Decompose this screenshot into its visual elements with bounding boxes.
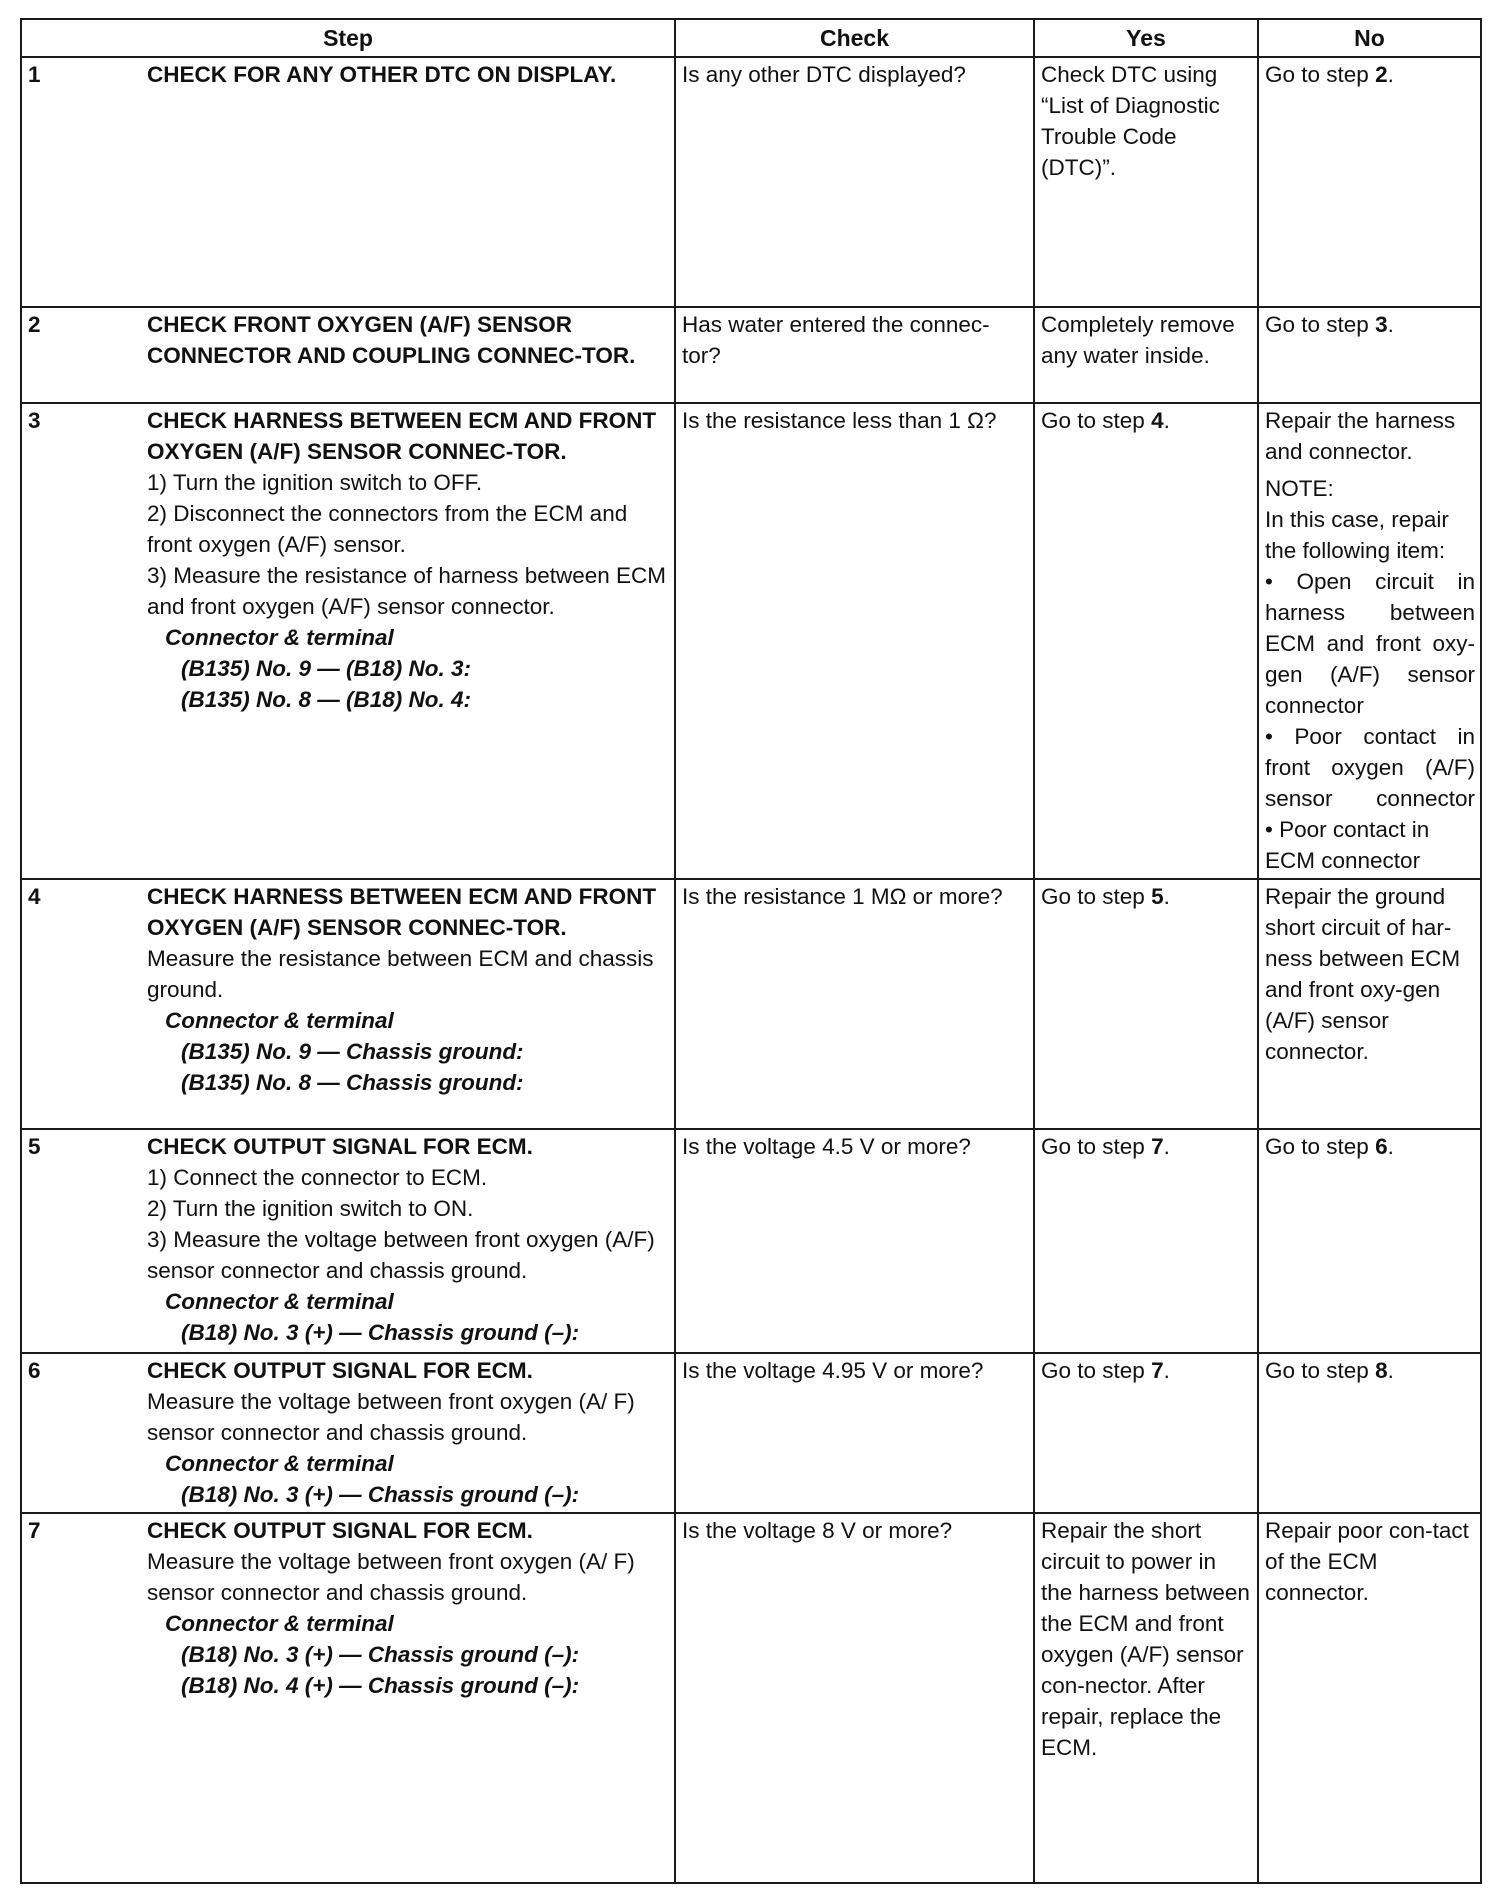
step-title: CHECK FOR ANY OTHER DTC ON DISPLAY. <box>147 62 617 87</box>
header-no: No <box>1258 19 1481 57</box>
instruction: 1) Turn the ignition switch to OFF. <box>147 470 483 495</box>
step-cell <box>141 307 675 403</box>
table-header-row <box>21 19 1481 57</box>
table-row <box>21 1353 1481 1513</box>
yes-cell <box>1034 1353 1258 1513</box>
no-cell <box>1258 57 1481 307</box>
connector-terminal-label: Connector & terminal <box>165 1289 394 1314</box>
no-suffix: . <box>1387 62 1394 87</box>
table-row <box>21 403 1481 879</box>
note-label: NOTE: <box>1265 476 1334 501</box>
no-cell <box>1258 403 1481 879</box>
no-text: Repair the harness and connector. <box>1265 408 1456 464</box>
yes-cell <box>1034 1129 1258 1353</box>
diagnostic-procedure-table <box>20 18 1482 1884</box>
connector-terminal-label: Connector & terminal <box>165 1008 394 1033</box>
no-cell: Repair the ground short circuit of har-ness between ECM and front oxy-gen (A/F) sensor connector. <box>1258 879 1481 1129</box>
terminal-spec: (B135) No. 9 — Chassis ground: <box>181 1039 524 1064</box>
step-cell <box>141 1353 675 1513</box>
step-number: 6 <box>21 1353 141 1513</box>
terminal-spec: (B18) No. 4 (+) — Chassis ground (–): <box>181 1673 580 1698</box>
no-step-ref: 8 <box>1375 1358 1388 1383</box>
yes-prefix: Go to step <box>1041 1358 1152 1383</box>
no-cell <box>1258 1353 1481 1513</box>
step-cell <box>141 403 675 879</box>
yes-cell <box>1034 879 1258 1129</box>
yes-suffix: . <box>1163 884 1170 909</box>
yes-cell: Completely remove any water inside. <box>1034 307 1258 403</box>
yes-suffix: . <box>1163 1358 1170 1383</box>
step-title: CHECK HARNESS BETWEEN ECM AND FRONT OXYGEN (A/F) SENSOR CONNEC-TOR. <box>147 884 657 940</box>
instruction: 1) Connect the connector to ECM. <box>147 1165 488 1190</box>
yes-prefix: Go to step <box>1041 408 1152 433</box>
header-step: Step <box>21 19 675 57</box>
terminal-spec: (B18) No. 3 (+) — Chassis ground (–): <box>181 1320 580 1345</box>
step-title: CHECK OUTPUT SIGNAL FOR ECM. <box>147 1518 533 1543</box>
step-cell <box>141 1129 675 1353</box>
instruction: 3) Measure the voltage between front oxygen (A/F) sensor connector and chassis ground. <box>147 1227 655 1283</box>
step-number: 5 <box>21 1129 141 1353</box>
yes-suffix: . <box>1163 408 1170 433</box>
no-cell: Repair poor con-tact of the ECM connector. <box>1258 1513 1481 1883</box>
no-suffix: . <box>1387 1358 1394 1383</box>
instruction: Measure the voltage between front oxygen (A/ F) sensor connector and chassis ground. <box>147 1549 635 1605</box>
instruction: Measure the resistance between ECM and chassis ground. <box>147 946 654 1002</box>
terminal-spec: (B18) No. 3 (+) — Chassis ground (–): <box>181 1482 580 1507</box>
step-number: 7 <box>21 1513 141 1883</box>
table-row <box>21 57 1481 307</box>
table-row <box>21 1129 1481 1353</box>
yes-cell: Repair the short circuit to power in the harness between the ECM and front oxygen (A/F) sensor con-nector. After repair, replace the ECM. <box>1034 1513 1258 1883</box>
connector-terminal-label: Connector & terminal <box>165 1611 394 1636</box>
yes-cell: Check DTC using “List of Diagnostic Trouble Code (DTC)”. <box>1034 57 1258 307</box>
step-title: CHECK FRONT OXYGEN (A/F) SENSOR CONNECTOR AND COUPLING CONNEC-TOR. <box>147 312 636 368</box>
yes-step-ref: 4 <box>1151 408 1164 433</box>
terminal-spec: (B18) No. 3 (+) — Chassis ground (–): <box>181 1642 580 1667</box>
note-bullet: • Poor contact in front oxygen (A/F) sensor connector <box>1265 724 1475 811</box>
step-cell <box>141 1513 675 1883</box>
no-prefix: Go to step <box>1265 62 1376 87</box>
no-prefix: Go to step <box>1265 312 1376 337</box>
check-cell: Is any other DTC displayed? <box>675 57 1034 307</box>
no-suffix: . <box>1387 312 1394 337</box>
no-step-ref: 3 <box>1375 312 1388 337</box>
no-step-ref: 6 <box>1375 1134 1388 1159</box>
instruction: 2) Turn the ignition switch to ON. <box>147 1196 474 1221</box>
no-cell <box>1258 307 1481 403</box>
terminal-spec: (B135) No. 8 — (B18) No. 4: <box>181 687 472 712</box>
step-title: CHECK HARNESS BETWEEN ECM AND FRONT OXYGEN (A/F) SENSOR CONNEC-TOR. <box>147 408 657 464</box>
yes-suffix: . <box>1163 1134 1170 1159</box>
header-check: Check <box>675 19 1034 57</box>
step-number: 1 <box>21 57 141 307</box>
table-row <box>21 879 1481 1129</box>
step-number: 4 <box>21 879 141 1129</box>
check-cell: Is the voltage 4.5 V or more? <box>675 1129 1034 1353</box>
no-prefix: Go to step <box>1265 1134 1376 1159</box>
check-cell: Has water entered the connec-tor? <box>675 307 1034 403</box>
check-cell: Is the resistance less than 1 Ω? <box>675 403 1034 879</box>
instruction: Measure the voltage between front oxygen (A/ F) sensor connector and chassis ground. <box>147 1389 635 1445</box>
no-step-ref: 2 <box>1375 62 1388 87</box>
step-title: CHECK OUTPUT SIGNAL FOR ECM. <box>147 1134 533 1159</box>
step-number: 2 <box>21 307 141 403</box>
note-bullet: • Open circuit in harness between ECM and front oxy-gen (A/F) sensor connector <box>1265 569 1475 718</box>
no-prefix: Go to step <box>1265 1358 1376 1383</box>
yes-step-ref: 5 <box>1151 884 1164 909</box>
check-cell: Is the resistance 1 MΩ or more? <box>675 879 1034 1129</box>
step-cell <box>141 57 675 307</box>
instruction: 3) Measure the resistance of harness between ECM and front oxygen (A/F) sensor connector. <box>147 563 667 619</box>
step-title: CHECK OUTPUT SIGNAL FOR ECM. <box>147 1358 533 1383</box>
yes-prefix: Go to step <box>1041 884 1152 909</box>
yes-prefix: Go to step <box>1041 1134 1152 1159</box>
terminal-spec: (B135) No. 9 — (B18) No. 3: <box>181 656 472 681</box>
yes-step-ref: 7 <box>1151 1134 1164 1159</box>
instruction: 2) Disconnect the connectors from the ECM and front oxygen (A/F) sensor. <box>147 501 628 557</box>
no-cell <box>1258 1129 1481 1353</box>
yes-cell <box>1034 403 1258 879</box>
terminal-spec: (B135) No. 8 — Chassis ground: <box>181 1070 524 1095</box>
step-number: 3 <box>21 403 141 879</box>
connector-terminal-label: Connector & terminal <box>165 1451 394 1476</box>
step-cell <box>141 879 675 1129</box>
note-text: In this case, repair the following item: <box>1265 507 1449 563</box>
header-yes: Yes <box>1034 19 1258 57</box>
check-cell: Is the voltage 8 V or more? <box>675 1513 1034 1883</box>
table-row <box>21 1513 1481 1883</box>
connector-terminal-label: Connector & terminal <box>165 625 394 650</box>
table-row <box>21 307 1481 403</box>
no-suffix: . <box>1387 1134 1394 1159</box>
note-bullet: • Poor contact in ECM connector <box>1265 817 1430 873</box>
yes-step-ref: 7 <box>1151 1358 1164 1383</box>
check-cell: Is the voltage 4.95 V or more? <box>675 1353 1034 1513</box>
